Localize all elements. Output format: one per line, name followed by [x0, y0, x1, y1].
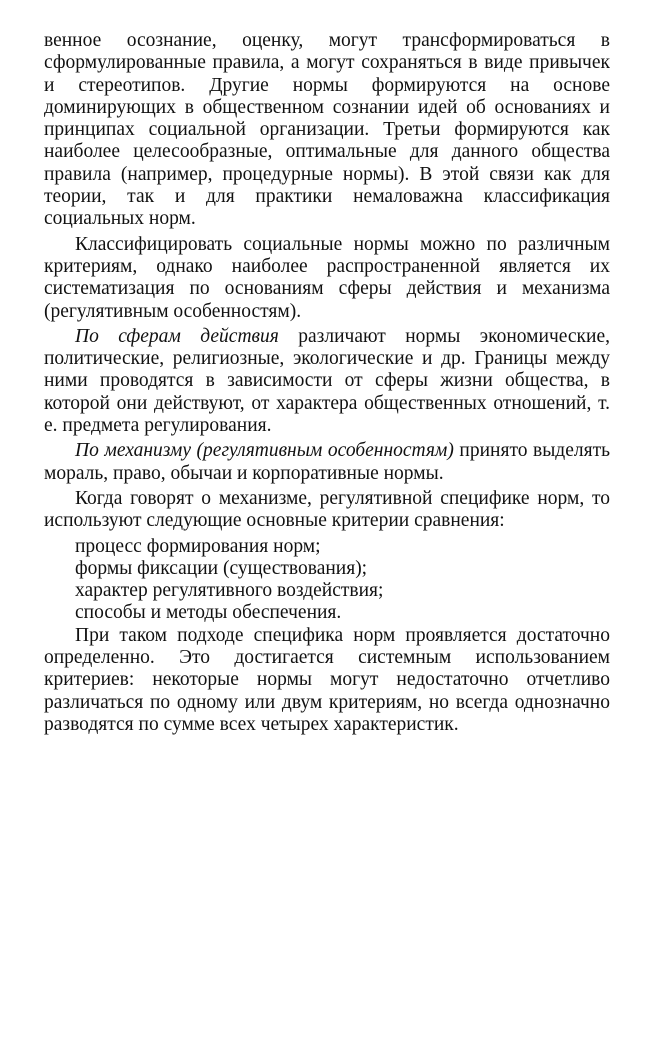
- paragraph-mechanism: [44, 440, 610, 485]
- list-item: формы фиксации (существования);: [75, 557, 368, 579]
- emphasis-spheres: По сферам действия: [75, 325, 279, 347]
- list-item: характер регулятивного воздействия;: [75, 580, 384, 602]
- emphasis-mechanism: По механизму (регулятивным особенностям): [75, 440, 454, 462]
- paragraph-continuation: венное осознание, оценку, могут трансформироваться в сформулированные правила, а могут сохраняться в виде привычек и стереотипов. Другие нормы формируются на основе доминирующих в общественном сознании идей об основаниях и принципах социальной организации. Третьи формируются как наиболее целесообразные, оптимальные для данного общества правила (например, процедурные нормы). В этой связи как для теории, так и для практики немаловажна классификация социальных норм.: [44, 30, 610, 230]
- paragraph-spheres-text: различают нормы экономические, политические, религиозные, экологические и др. Границы между ними проводятся в зависимости от сферы жизни общества, в которой они действуют, от характера общественных отношений, т. е. предмета регулирования.: [44, 325, 610, 437]
- list-item: процесс формирования норм;: [75, 535, 321, 557]
- document-page: [44, 30, 610, 739]
- paragraph-mechanism-text: принято выделять мораль, право, обычаи и корпоративные нормы.: [44, 440, 610, 484]
- list-item: способы и методы обеспечения.: [75, 602, 342, 624]
- paragraph-conclusion: При таком подходе специфика норм проявляется достаточно определенно. Это достигается системным использованием критериев: некоторые нормы могут недостаточно отчетливо различаться по одному или двум критериям, но всегда однозначно разводятся по сумме всех четырех характеристик.: [44, 624, 610, 735]
- paragraph-classification-intro: Классифицировать социальные нормы можно по различным критериям, однако наиболее распространенной является их систематизация по основаниям сферы действия и механизма (регулятивным особенностям).: [44, 233, 610, 322]
- criteria-list: [44, 536, 610, 625]
- paragraph-spheres: [44, 326, 610, 437]
- paragraph-criteria-intro: Когда говорят о механизме, регулятивной специфике норм, то используют следующие основные критерии сравнения:: [44, 487, 610, 532]
